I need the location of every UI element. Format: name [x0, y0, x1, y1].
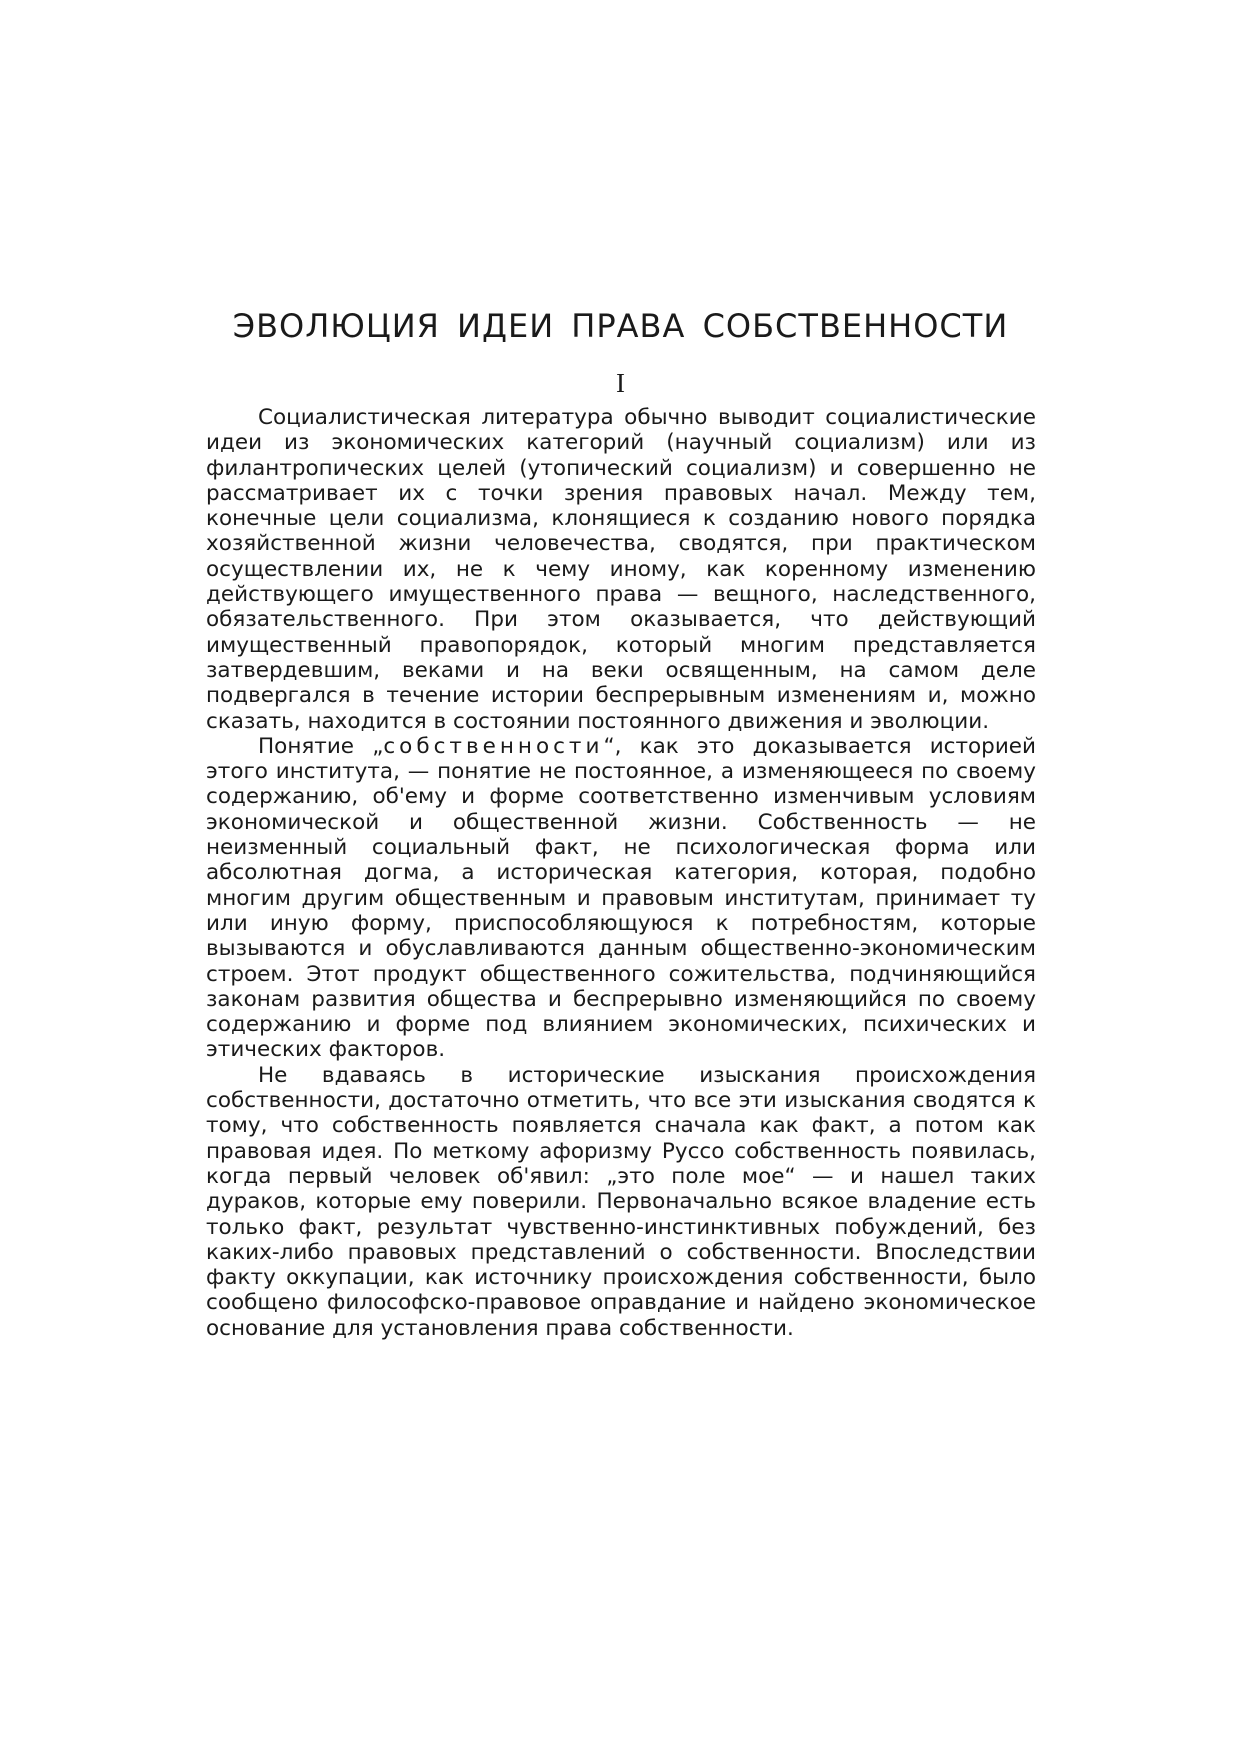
paragraph-2-rest: “, как это доказывается историей этого института, — понятие не постоянное, а изменяющееся по своему содержанию, об'ему и форме соответственно изменчивым условиям экономической и общественной жизни. Собственность — не неизменный социальный факт, не психологическая форма или абсолютная догма, а историческая категория, которая, подобно многим другим общественным и правовым институтам, принимает ту или иную форму, приспособляющуюся к потребностям, которые вызываются и обуславливаются данным общественно-экономическим строем. Этот продукт общественного сожительства, подчиняющийся законам развития общества и беспрерывно изменяющийся по своему содержанию и форме под влиянием экономических, психических и этических факторов. — [206, 733, 1036, 1063]
paragraph-3: Не вдаваясь в исторические изыскания происхождения собственности, достаточно отметить, что все эти изыскания сводятся к тому, что собственность появляется сначала как факт, а потом как правовая идея. По меткому афоризму Руссо собственность появилась, когда первый человек об'явил: „это поле мое“ — и нашел таких дураков, которые ему поверили. Первоначально всякое владение есть только факт, результат чувственно-инстинктивных побуждений, без каких-либо правовых представлений о собственности. Впоследствии факту оккупации, как источнику происхождения собственности, было сообщено философско-правовое оправдание и найдено экономическое основание для установления права собственности. — [206, 1062, 1036, 1341]
paragraph-2-emphasis: собственности — [383, 733, 604, 759]
chapter-title: ЭВОЛЮЦИЯ ИДЕИ ПРАВА СОБСТВЕННОСТИ — [232, 307, 1009, 345]
paragraph-2-start: Понятие „ — [258, 733, 384, 759]
paragraph-1: Социалистическая литература обычно выводит социалистические идеи из экономических категорий (научный социализм) или из филантропических целей (утопический социализм) и совершенно не рассматривает их с точки зрения правовых начал. Между тем, конечные цели социализма, клонящиеся к созданию нового порядка хозяйственной жизни человечества, сводятся, при практическом осуществлении их, не к чему иному, как коренному изменению действующего имущественного права — вещного, наследственного, обязательственного. При этом оказывается, что действующий имущественный правопорядок, который многим представляется затвердевшим, веками и на веки освященным, на самом деле подвергался в течение истории беспрерывным изменениям и, можно сказать, находится в состоянии постоянного движения и эволюции. — [206, 405, 1036, 734]
section-number: I — [616, 368, 625, 398]
paragraph-2 — [206, 734, 1036, 1063]
body-text — [206, 405, 1036, 1341]
